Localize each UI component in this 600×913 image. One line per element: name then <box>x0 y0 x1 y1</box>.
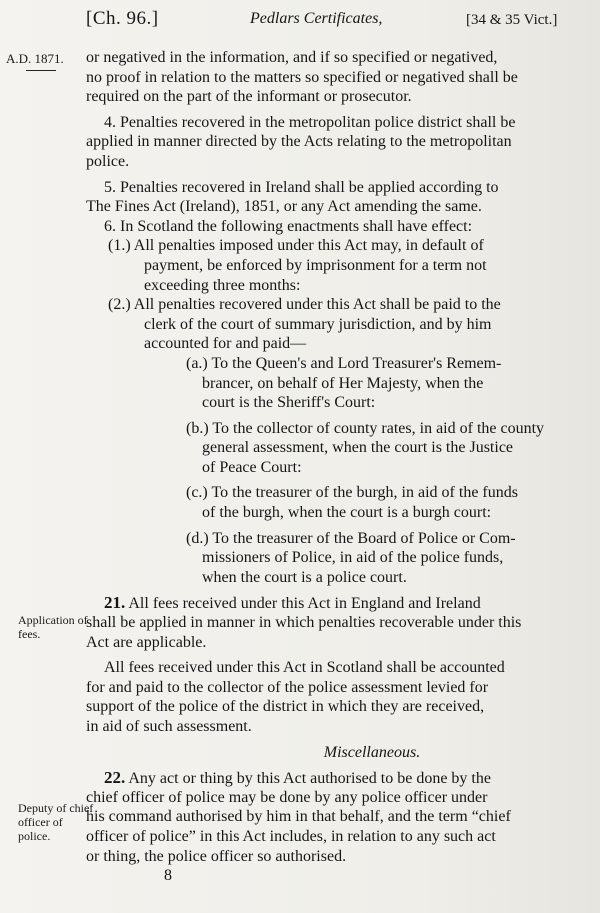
text-line: clerk of the court of summary jurisdiction, and by him <box>144 315 492 333</box>
item-2: (2.) All penalties recovered under this Act shall be paid to the <box>108 296 501 314</box>
sub-item-d: (d.) To the treasurer of the Board of Police or Com- <box>186 529 516 547</box>
text-line: chief officer of police may be done by any police officer under <box>86 788 488 806</box>
act-title: Pedlars Certificates, <box>250 10 383 27</box>
running-header <box>0 6 600 36</box>
margin-rule <box>26 70 56 71</box>
margin-note-fees: Application of fees. <box>18 613 88 641</box>
sub-item-b: (b.) To the collector of county rates, in aid of the county <box>186 419 545 437</box>
margin-note-deputy: Deputy of chief officer of police. <box>18 801 94 843</box>
session-reference: [34 & 35 Vict.] <box>466 12 558 28</box>
text-line: or negatived in the information, and if so specified or negatived, <box>86 49 498 66</box>
text-line: police. <box>86 152 130 170</box>
text-line: or thing, the police officer so authorised. <box>86 847 347 865</box>
clause-4: 4. Penalties recovered in the metropolitan police district shall be <box>104 113 516 131</box>
text-line: accounted for and paid— <box>144 335 307 353</box>
text-line: no proof in relation to the matters so specified or negatived shall be <box>86 68 518 86</box>
section-21 <box>86 593 578 613</box>
text-line: applied in manner directed by the Acts relating to the metropolitan <box>86 133 512 151</box>
section-number: 21. <box>104 593 126 613</box>
text-line: missioners of Police, in aid of the police funds, <box>202 549 504 567</box>
margin-year: A.D. 1871. <box>6 51 64 66</box>
text-line: payment, be enforced by imprisonment for a term not <box>144 256 487 274</box>
sub-item-a: (a.) To the Queen's and Lord Treasurer's Remem- <box>186 354 502 372</box>
clause-5: 5. Penalties recovered in Ireland shall be applied according to <box>104 178 499 196</box>
body-text <box>86 48 578 866</box>
text-line: officer of police” in this Act includes, in relation to any such act <box>86 827 496 845</box>
text-line: Any act or thing by this Act authorised to be done by the <box>128 770 491 788</box>
section-22 <box>86 768 578 788</box>
item-1: (1.) All penalties imposed under this Act may, in default of <box>108 237 484 255</box>
section-number: 22. <box>104 768 126 788</box>
text-line: of Peace Court: <box>202 458 302 476</box>
text-line: required on the part of the informant or prosecutor. <box>86 88 412 106</box>
text-line: Act are applicable. <box>86 633 207 651</box>
chapter-number: [Ch. 96.] <box>86 8 159 29</box>
text-line: his command authorised by him in that behalf, and the term “chief <box>86 808 511 826</box>
text-line: support of the police of the district in which they are received, <box>86 698 485 716</box>
text-line: of the burgh, when the court is a burgh court: <box>202 504 492 522</box>
sub-item-c: (c.) To the treasurer of the burgh, in aid of the funds <box>186 484 518 502</box>
page-number: 8 <box>164 867 172 884</box>
text-line: All fees received under this Act in England and Ireland <box>128 595 481 613</box>
text-line: court is the Sheriff's Court: <box>202 394 376 412</box>
text-line: exceeding three months: <box>144 276 301 294</box>
text-line: The Fines Act (Ireland), 1851, or any Act amending the same. <box>86 198 482 216</box>
text-line: brancer, on behalf of Her Majesty, when the <box>202 374 484 392</box>
text-line: in aid of such assessment. <box>86 718 252 735</box>
text-line: general assessment, when the court is the Justice <box>202 439 514 457</box>
text-line: when the court is a police court. <box>202 568 407 586</box>
section-heading: Miscellaneous. <box>323 743 421 761</box>
clause-6: 6. In Scotland the following enactments shall have effect: <box>104 217 473 235</box>
text-line: shall be applied in manner in which penalties recoverable under this <box>86 614 522 632</box>
text-line: for and paid to the collector of the police assessment levied for <box>86 678 489 696</box>
text-line: All fees received under this Act in Scotland shall be accounted <box>104 659 505 677</box>
